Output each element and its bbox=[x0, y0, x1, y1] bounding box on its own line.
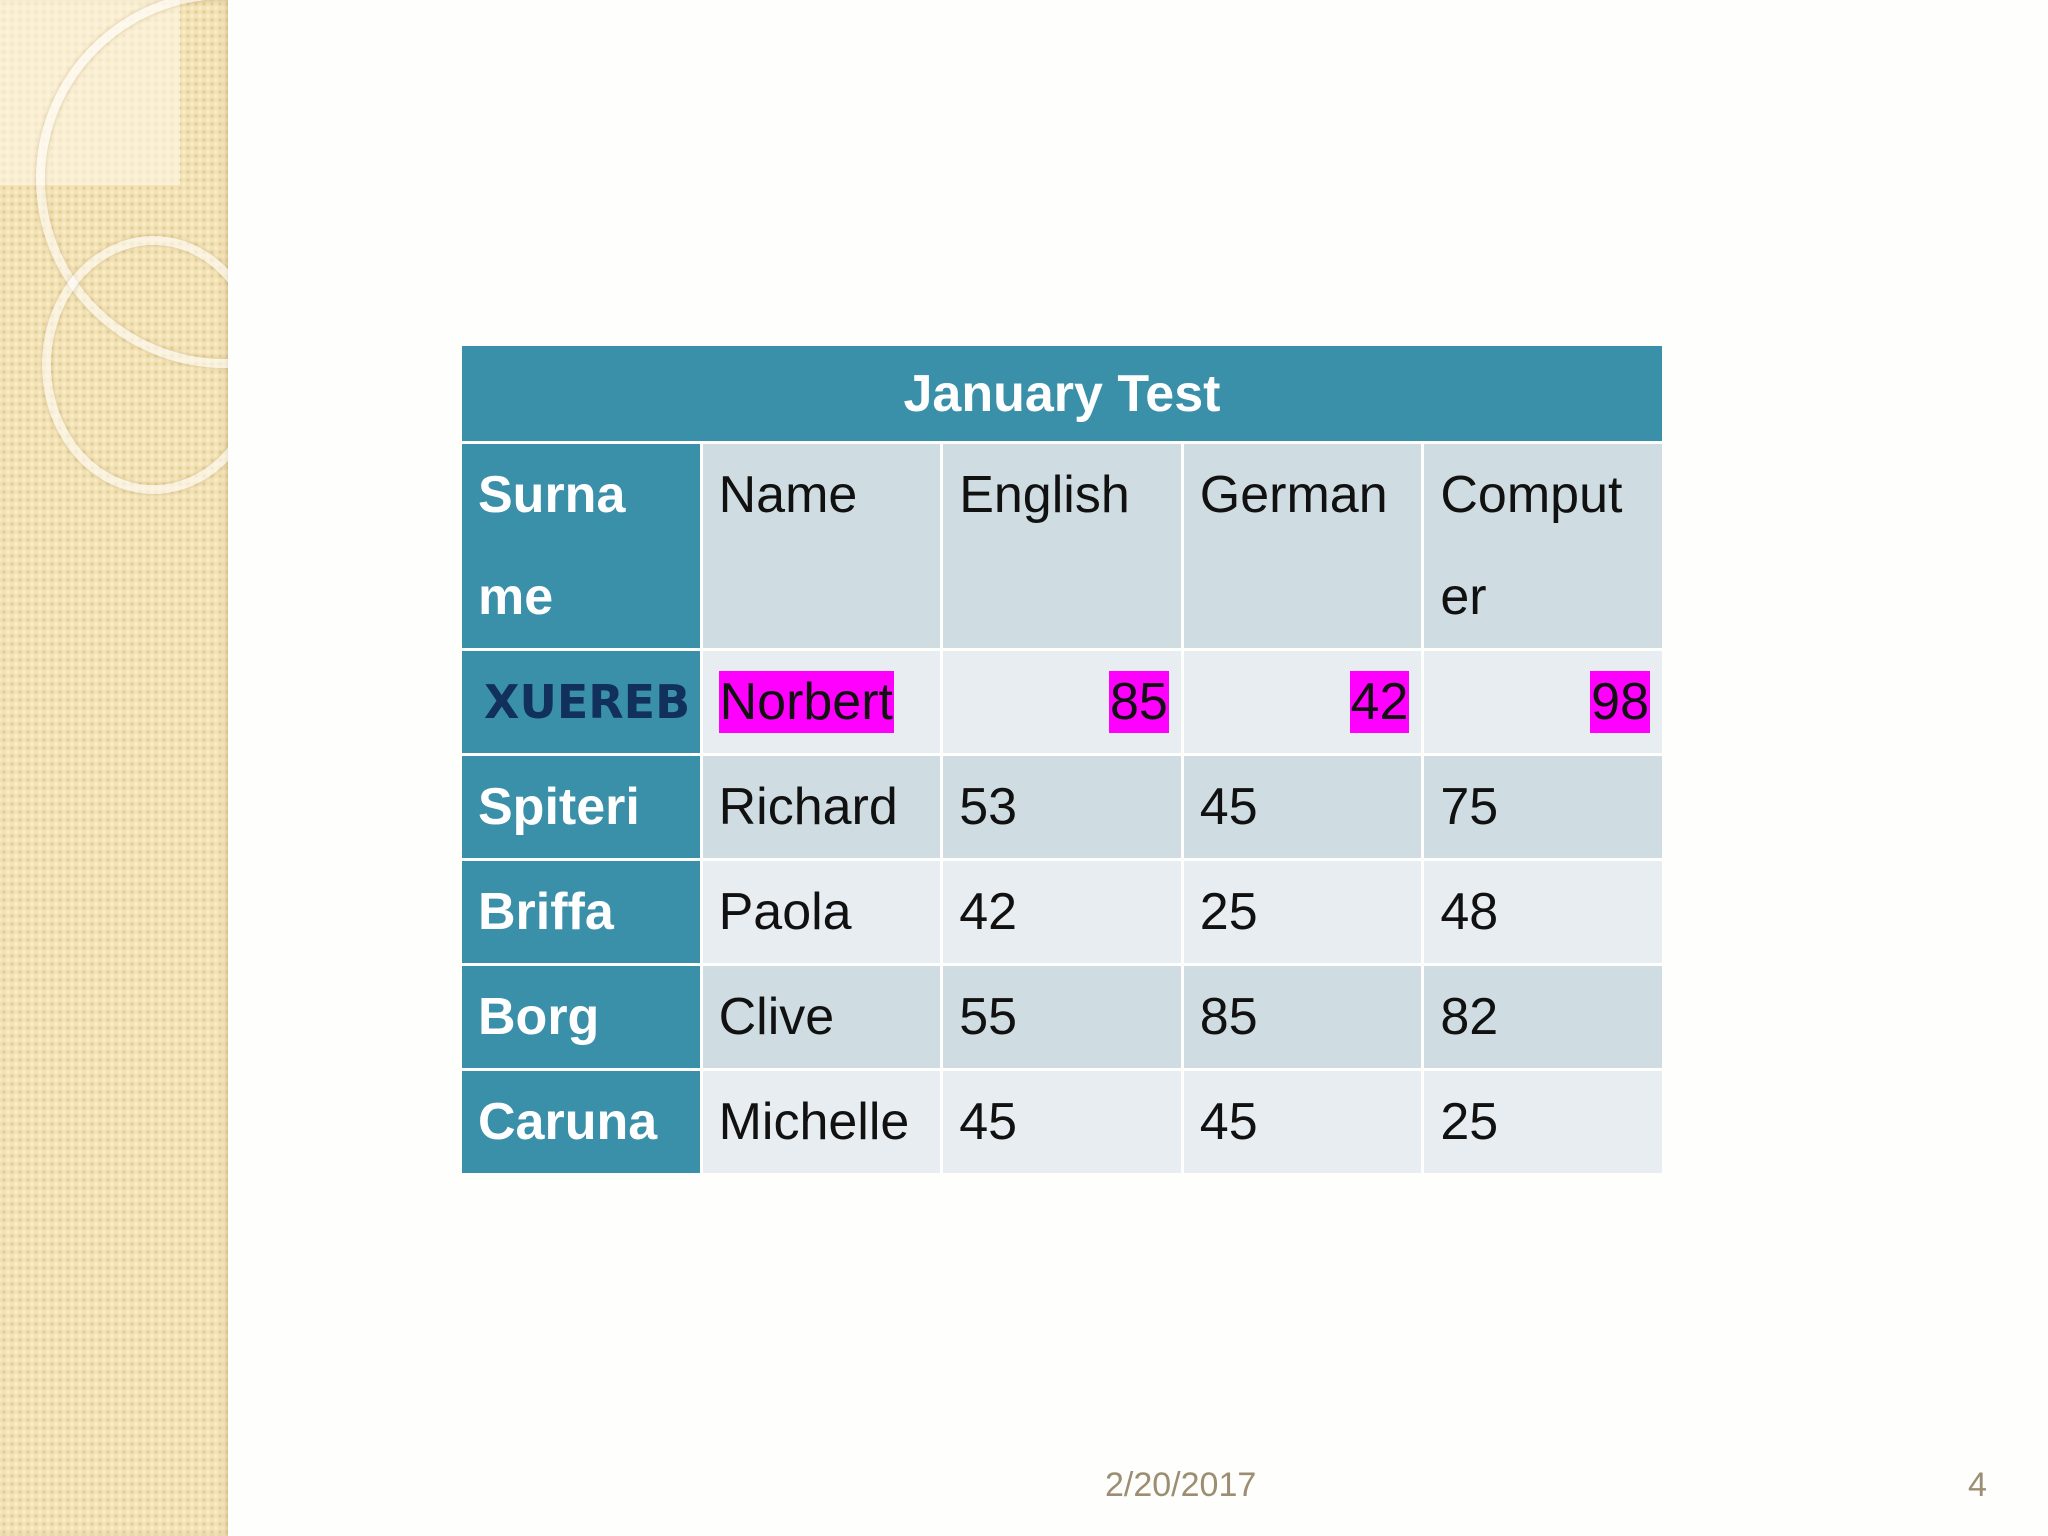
table-row bbox=[462, 966, 1662, 1068]
row-surname: XUEREB bbox=[462, 651, 700, 753]
table-row bbox=[462, 1071, 1662, 1173]
row-german: 25 bbox=[1184, 861, 1422, 963]
january-test-table bbox=[459, 343, 1665, 1176]
column-header-row bbox=[462, 444, 1662, 648]
table-title: January Test bbox=[462, 346, 1662, 441]
header-computer-line-2: er bbox=[1440, 568, 1487, 626]
row-english bbox=[943, 651, 1181, 753]
row-computer: 75 bbox=[1424, 756, 1662, 858]
row-computer: 48 bbox=[1424, 861, 1662, 963]
row-name: Michelle bbox=[703, 1071, 941, 1173]
header-surname-line-1: Surna bbox=[478, 466, 626, 524]
highlight-german: 42 bbox=[1350, 673, 1409, 731]
decorative-side-panel bbox=[0, 0, 228, 1536]
row-name: Richard bbox=[703, 756, 941, 858]
row-german: 45 bbox=[1184, 1071, 1422, 1173]
highlight-name: Norbert bbox=[719, 673, 893, 731]
highlight-computer: 98 bbox=[1591, 673, 1649, 731]
row-name bbox=[703, 651, 941, 753]
row-computer: 25 bbox=[1424, 1071, 1662, 1173]
slide-page-number: 4 bbox=[1968, 1466, 1987, 1504]
header-english: English bbox=[943, 444, 1181, 648]
row-english: 55 bbox=[943, 966, 1181, 1068]
row-surname: Caruna bbox=[462, 1071, 700, 1173]
slide-date: 2/20/2017 bbox=[1105, 1466, 1257, 1504]
row-surname: Briffa bbox=[462, 861, 700, 963]
highlight-english: 85 bbox=[1109, 673, 1168, 731]
table-row bbox=[462, 861, 1662, 963]
header-computer-line-1: Comput bbox=[1440, 466, 1623, 524]
header-german: German bbox=[1184, 444, 1422, 648]
row-computer: 82 bbox=[1424, 966, 1662, 1068]
header-surname-line-2: me bbox=[478, 568, 554, 626]
row-name: Clive bbox=[703, 966, 941, 1068]
table-row bbox=[462, 651, 1662, 753]
header-surname bbox=[462, 444, 700, 648]
row-english: 45 bbox=[943, 1071, 1181, 1173]
row-computer bbox=[1424, 651, 1662, 753]
table-title-row bbox=[462, 346, 1662, 441]
row-surname: Borg bbox=[462, 966, 700, 1068]
header-name: Name bbox=[703, 444, 941, 648]
row-surname: Spiteri bbox=[462, 756, 700, 858]
row-name: Paola bbox=[703, 861, 941, 963]
row-english: 53 bbox=[943, 756, 1181, 858]
row-english: 42 bbox=[943, 861, 1181, 963]
row-german bbox=[1184, 651, 1422, 753]
row-german: 45 bbox=[1184, 756, 1422, 858]
table-row bbox=[462, 756, 1662, 858]
row-german: 85 bbox=[1184, 966, 1422, 1068]
header-computer bbox=[1424, 444, 1662, 648]
